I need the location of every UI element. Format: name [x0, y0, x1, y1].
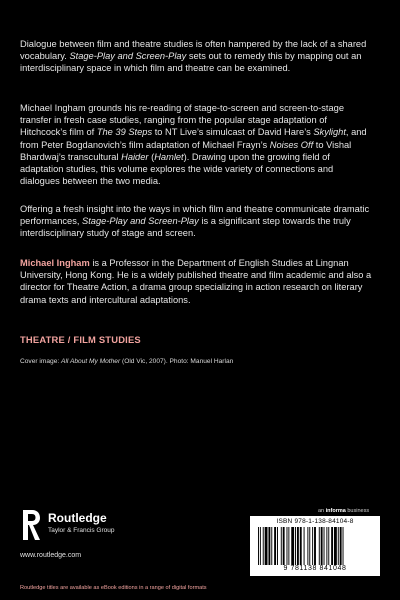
informa-prefix: an — [318, 508, 326, 514]
blurb-text: , and from Peter Bogdanovich’s film adaptation of Michael Frayn’s — [20, 127, 367, 150]
blurb-text: Dialogue between film and theatre studies is often hampered by the lack of a shared vocabulary. — [20, 39, 367, 62]
publisher-group: Taylor & Francis Group — [48, 527, 115, 534]
blurb-text: sets out to remedy this by mapping out an interdisciplinary space in which film and theatre can be examined. — [20, 51, 362, 74]
publisher-logo — [20, 508, 160, 564]
blurb-text: Michael Ingham grounds his re-reading of stage-to-screen and screen-to-stage transfer in fresh case studies, ranging from the popular stage adaptation of Hitchcock’s film of — [20, 103, 345, 138]
author-bio-text: is a Professor in the Department of English Studies at Lingnan University, Hong Kong. He is a widely published theatre and film academic and also a director for Theatre Action, a drama group specializing in action research on literary drama texts and intercultural adaptations. — [20, 258, 372, 305]
author-name: Michael Ingham — [20, 258, 90, 268]
isbn-barcode — [250, 516, 380, 576]
blurb-text: ). Drawing upon the growing field of adaptation studies, this volume explores the wide variety of connections and dialogues between the two media. — [20, 151, 334, 187]
blurb-text: to Vishal Bhardwaj’s transcultural — [20, 139, 352, 162]
author-bio — [20, 257, 372, 306]
subject-category: THEATRE / FILM STUDIES — [20, 334, 141, 345]
blurb-text: is a significant step towards the truly interdisciplinary study of stage and screen. — [20, 216, 351, 239]
blurb-text: ( — [148, 151, 155, 162]
blurb-text: to NT Live’s simulcast of David Hare’s — [152, 127, 314, 138]
cover-credit-title: All About My Mother — [61, 358, 121, 365]
book-title-italic: Stage-Play and Screen-Play — [82, 216, 199, 227]
publisher-url: www.routledge.com — [20, 552, 82, 559]
work-title-italic: Hamlet — [154, 151, 184, 162]
isbn-label: ISBN 978-1-138-84104-8 — [276, 518, 354, 525]
publisher-name: Routledge — [48, 511, 107, 525]
work-title-italic: The 39 Steps — [96, 127, 153, 138]
informa-brand: informa — [325, 508, 346, 514]
book-title-italic: Stage-Play and Screen-Play — [69, 51, 187, 62]
ebook-availability-note: Routledge titles are available as eBook editions in a range of digital formats — [20, 585, 207, 591]
informa-business-tag — [318, 508, 369, 514]
blurb-text: Offering a fresh insight into the ways in which film and theatre communicate dramatic performances, — [20, 204, 370, 227]
blurb-paragraph-2 — [20, 102, 372, 187]
cover-credit-suffix: (Old Vic, 2007). Photo: Manuel Harlan — [120, 358, 234, 365]
work-title-italic: Skylight — [313, 127, 346, 138]
cover-credit-prefix: Cover image: — [20, 358, 62, 365]
work-title-italic: Haider — [121, 151, 149, 162]
blurb-paragraph-1 — [20, 38, 372, 75]
work-title-italic: Noises Off — [269, 139, 314, 150]
isbn-digits: 9 781138 841048 — [283, 565, 347, 572]
barcode-bars — [258, 527, 372, 565]
informa-suffix: business — [345, 508, 370, 514]
cover-image-credit — [20, 358, 233, 365]
routledge-r-icon — [20, 508, 42, 542]
blurb-paragraph-3 — [20, 203, 372, 240]
